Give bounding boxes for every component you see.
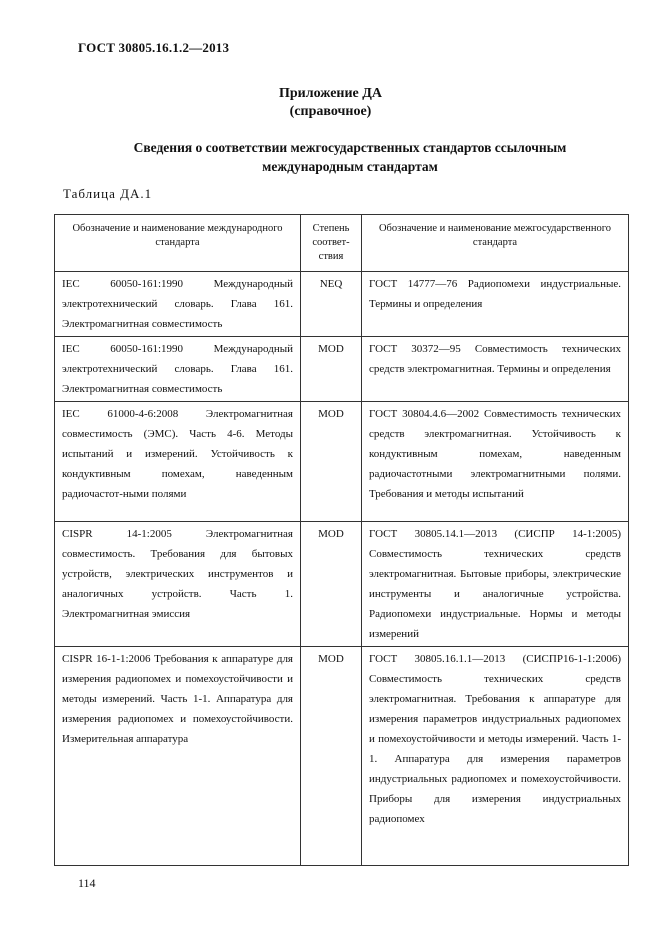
cell-interstate-standard: ГОСТ 30804.4.6—2002 Совместимость технических средств электромагнитная. Устойчивость к кондуктивным помехам, наведенным радиочастотными электромагнитными полями. Требования и методы испытаний: [362, 402, 629, 522]
cell-degree: MOD: [301, 522, 362, 647]
cell-degree: NEQ: [301, 272, 362, 337]
cell-international-standard: IEC 60050-161:1990 Международный электротехнический словарь. Глава 161. Электромагнитная совместимость: [55, 272, 301, 337]
table-header-row: [55, 215, 629, 272]
cell-international-standard: CISPR 16-1-1:2006 Требования к аппаратуре для измерения радиопомех и помехоустойчивости и методы измерений. Часть 1-1. Аппаратура для измерения радиопомех и помехоустойчивости. Измерительная аппаратура: [55, 647, 301, 866]
cell-interstate-standard: ГОСТ 30372—95 Совместимость технических средств электромагнитная. Термины и определения: [362, 337, 629, 402]
table-row: [55, 402, 629, 522]
table-row: [55, 522, 629, 647]
header-interstate-standard: Обозначение и наименование межгосударственного стандарта: [362, 215, 629, 272]
header-international-standard: Обозначение и наименование международного стандарта: [55, 215, 301, 272]
table-row: [55, 272, 629, 337]
section-title-line-2: международным стандартам: [262, 159, 438, 174]
page-number: 114: [78, 876, 96, 890]
document-code: ГОСТ 30805.16.1.2—2013: [78, 40, 230, 55]
header-degree-of-correspondence: Степень соответ-ствия: [301, 215, 362, 272]
cell-interstate-standard: ГОСТ 30805.16.1.1—2013 (СИСПР16-1-1:2006) Совместимость технических средств электромагнитная. Требования к аппаратуре для измерения параметров индустриальных радиопомех и помехоустойчивости и методы измерений. Часть 1-1. Аппаратура для измерения параметров индустриальных радиопомех и помехоустойчивости. Приборы для измерения индустриальных радиопомех: [362, 647, 629, 866]
cell-international-standard: CISPR 14-1:2005 Электромагнитная совместимость. Требования для бытовых устройств, электрических инструментов и аналогичных устройств. Часть 1. Электромагнитная эмиссия: [55, 522, 301, 647]
cell-international-standard: IEC 61000-4-6:2008 Электромагнитная совместимость (ЭМС). Часть 4-6. Методы испытаний и измерений. Устойчивость к кондуктивным помехам, наведенным радиочастот-ными полями: [55, 402, 301, 522]
standards-correspondence-table: [54, 214, 629, 866]
appendix-subtitle: (справочное): [289, 104, 372, 119]
cell-international-standard: IEC 60050-161:1990 Международный электротехнический словарь. Глава 161. Электромагнитная совместимость: [55, 337, 301, 402]
cell-degree: MOD: [301, 337, 362, 402]
cell-degree: MOD: [301, 402, 362, 522]
section-title-line-1: Сведения о соответствии межгосударственных стандартов ссылочным: [133, 140, 567, 155]
table-caption: Таблица ДА.1: [63, 186, 153, 201]
cell-degree: MOD: [301, 647, 362, 866]
cell-interstate-standard: ГОСТ 14777—76 Радиопомехи индустриальные. Термины и определения: [362, 272, 629, 337]
table-row: [55, 337, 629, 402]
cell-interstate-standard: ГОСТ 30805.14.1—2013 (СИСПР 14-1:2005) Совместимость технических средств электромагнитная. Бытовые приборы, электрические инструменты и аналогичные устройства. Радиопомехи индустриальные. Нормы и методы измерений: [362, 522, 629, 647]
table-row: [55, 647, 629, 866]
section-title: [60, 138, 640, 176]
appendix-title: Приложение ДА: [278, 86, 383, 101]
